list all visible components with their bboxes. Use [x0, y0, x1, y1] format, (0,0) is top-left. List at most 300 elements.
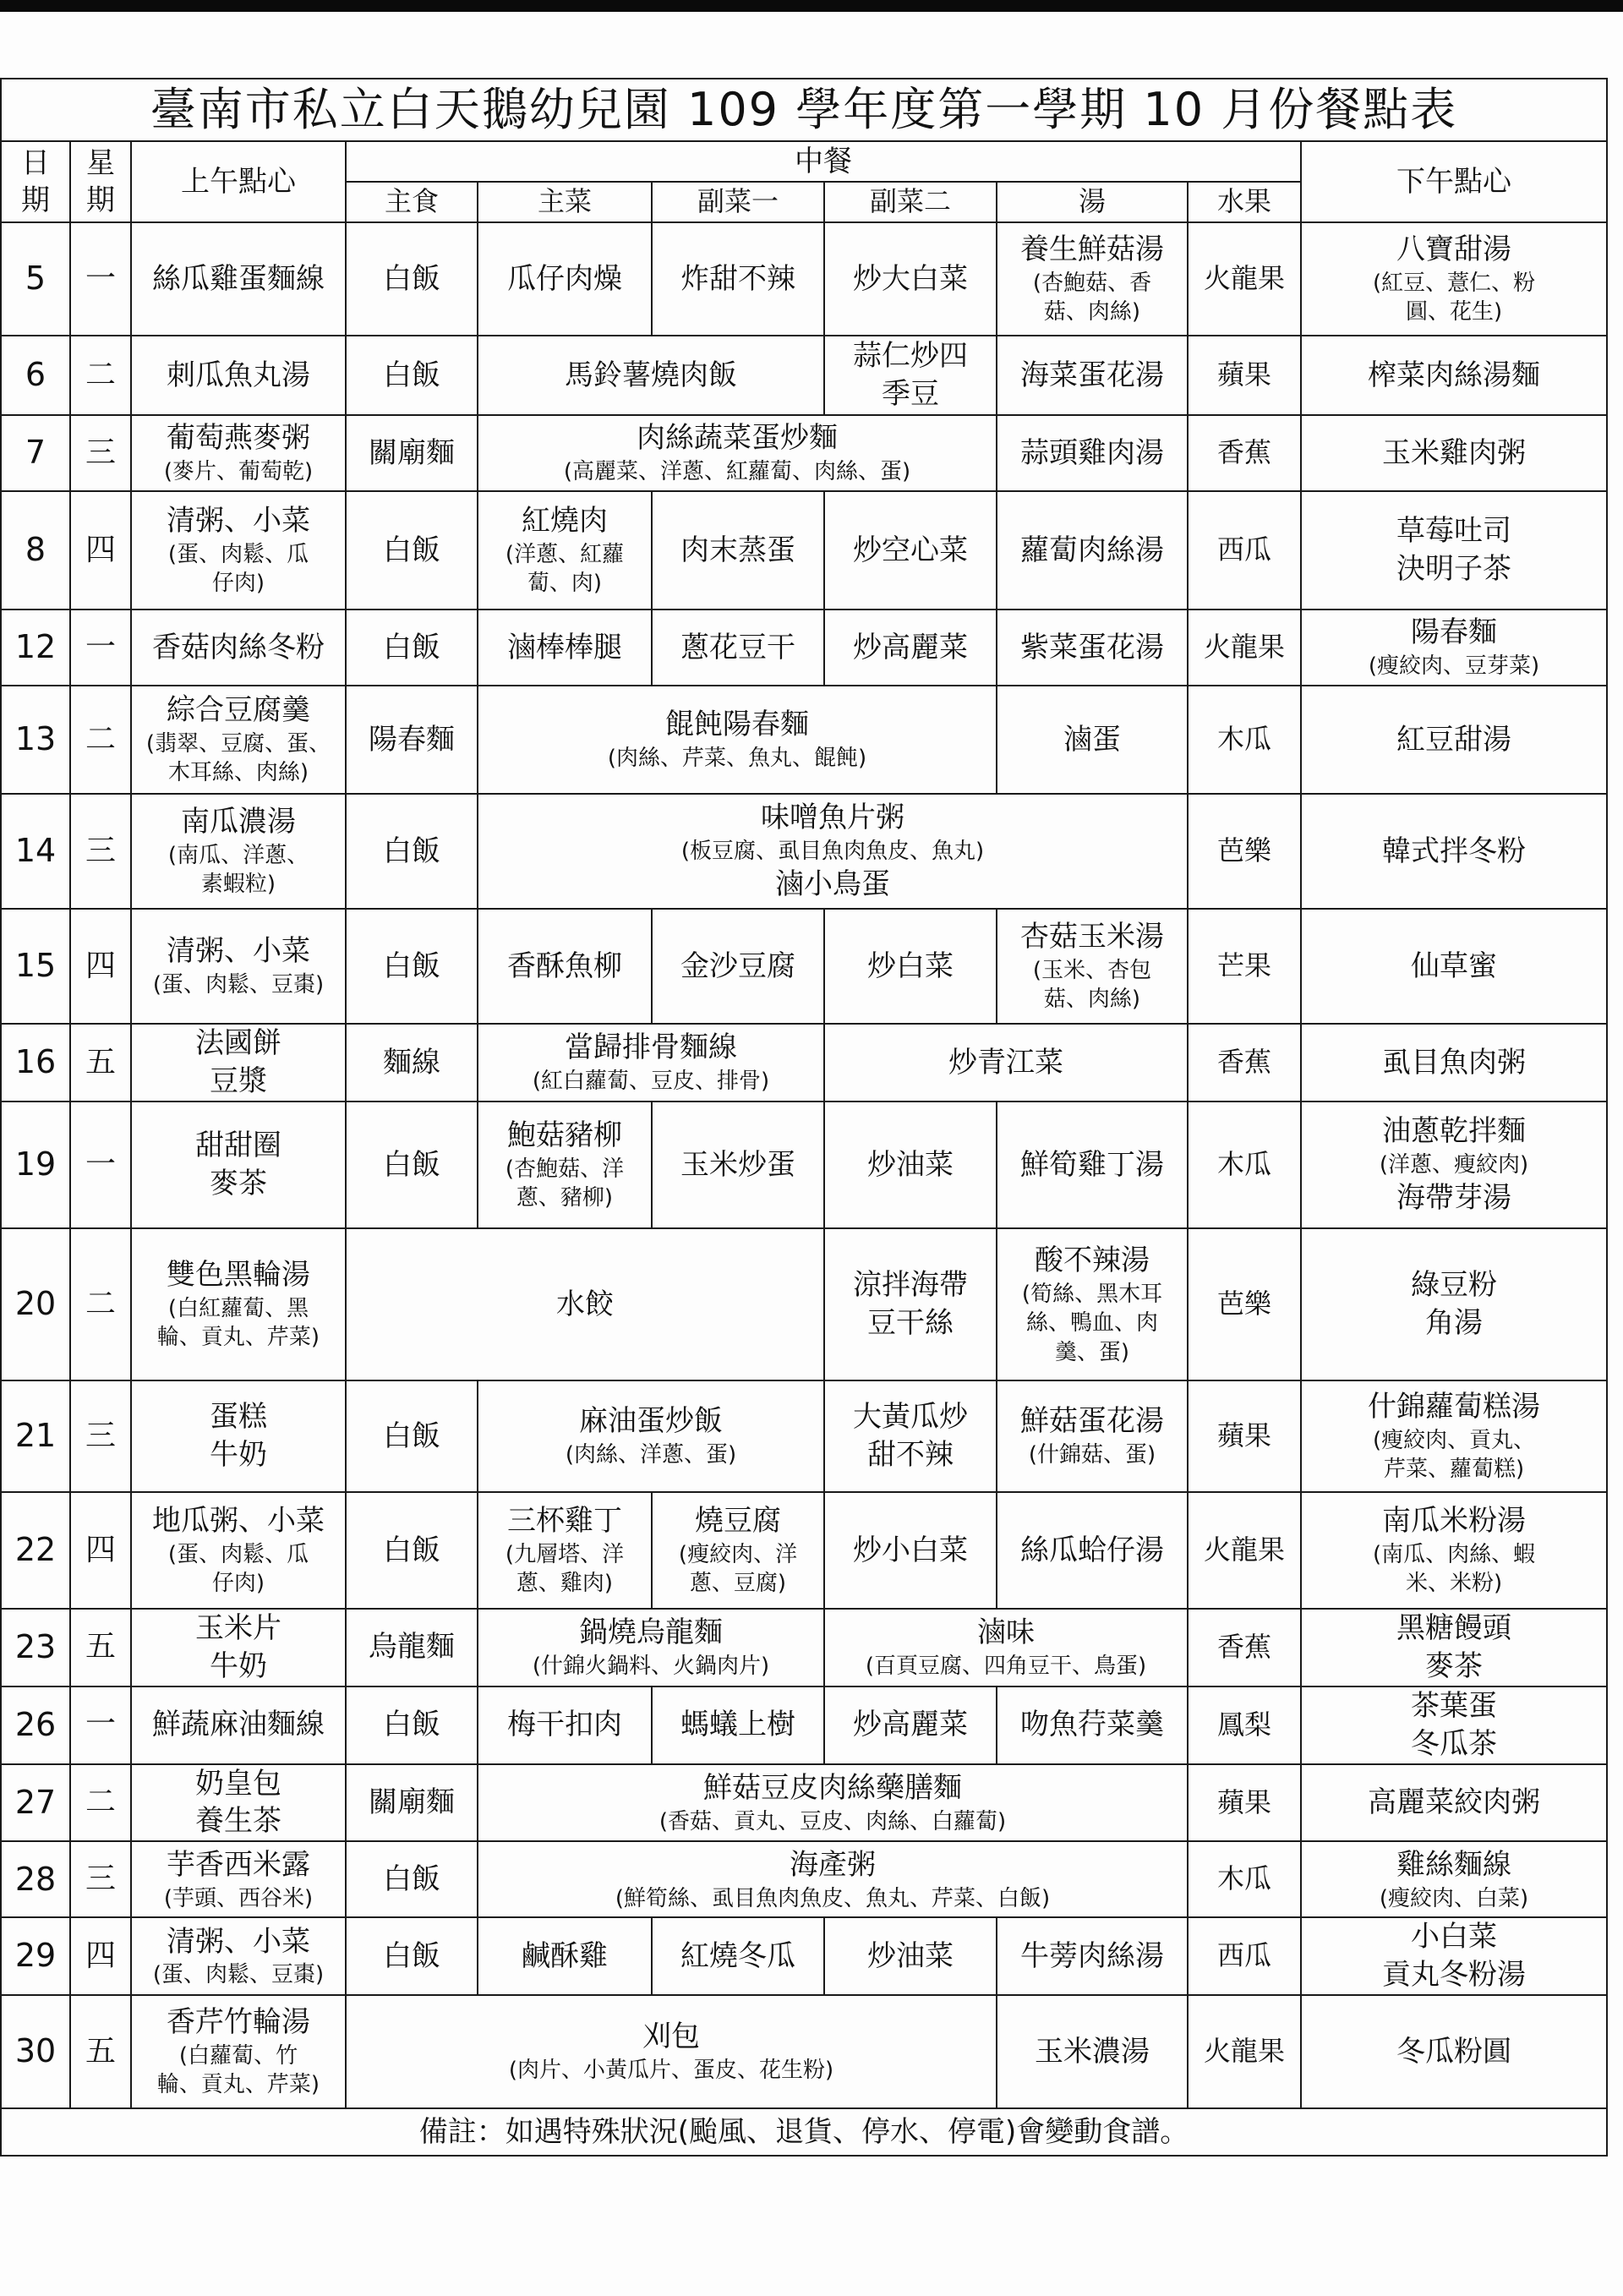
morning-snack-cell-line: (蛋、肉鬆、瓜	[167, 542, 309, 568]
morning-snack-cell-line: 牛奶	[210, 1438, 267, 1472]
lunch-combined-cell-line: 海產粥	[790, 1847, 876, 1882]
morning-snack-cell-line: (白紅蘿蔔、黑	[167, 1296, 309, 1322]
soup-cell-line: 蘿蔔肉絲湯	[1020, 533, 1164, 567]
afternoon-snack-cell	[1301, 1917, 1607, 1995]
weekday-cell: 四	[70, 1917, 131, 1995]
morning-snack-cell	[131, 610, 346, 686]
soup-cell	[997, 491, 1188, 610]
side1-cell	[652, 1102, 824, 1228]
soup-cell-line: 牛蒡肉絲湯	[1020, 1938, 1164, 1973]
morning-snack-cell-line: (翡翠、豆腐、蛋、	[145, 731, 331, 757]
morning-snack-cell	[131, 1764, 346, 1842]
afternoon-snack-cell-line: 南瓜米粉湯	[1382, 1504, 1527, 1539]
side2-cell-line: 炒大白菜	[853, 261, 968, 296]
fruit-cell: 火龍果	[1188, 222, 1301, 336]
afternoon-snack-cell-line: 黑糖饅頭	[1396, 1611, 1512, 1645]
header-date-text: 日期	[21, 145, 50, 217]
fruit-cell: 芒果	[1188, 909, 1301, 1024]
morning-snack-cell-line: 甜甜圈	[195, 1129, 281, 1163]
afternoon-snack-cell-line: 仙草蜜	[1411, 948, 1498, 983]
header-side-dish-2: 副菜二	[824, 182, 997, 222]
side1-cell-line: 蔥花豆干	[680, 630, 795, 664]
morning-snack-cell-line: 玉米片	[195, 1611, 281, 1645]
lunch-combined-cell	[478, 794, 1188, 909]
morning-snack-cell	[131, 1380, 346, 1492]
weekday-cell: 四	[70, 909, 131, 1024]
table-row	[1, 336, 1607, 415]
afternoon-snack-cell	[1301, 1380, 1607, 1492]
header-side-dish-1: 副菜一	[652, 182, 824, 222]
staple-cell	[346, 1024, 478, 1102]
lunch-combined-cell-line: (高麗菜、洋蔥、紅蘿蔔、肉絲、蛋)	[563, 459, 911, 485]
afternoon-snack-cell	[1301, 222, 1607, 336]
staple-cell	[346, 415, 478, 491]
weekday-cell: 一	[70, 1102, 131, 1228]
morning-snack-cell-line: 輪、貢丸、芹菜)	[156, 2072, 320, 2098]
lunch-combined-cell	[478, 415, 997, 491]
lunch-combined-cell	[478, 1024, 824, 1102]
morning-snack-cell-line: (芋頭、西谷米)	[163, 1885, 314, 1911]
morning-snack-cell-line: 香芹竹輪湯	[167, 2005, 310, 2040]
afternoon-snack-cell-line: 綠豆粉	[1411, 1268, 1498, 1303]
morning-snack-cell-line: 綜合豆腐羹	[167, 693, 310, 728]
weekday-cell: 一	[70, 1686, 131, 1764]
staple-cell-line: 白飯	[383, 948, 440, 983]
morning-snack-cell	[131, 1686, 346, 1764]
lunch-combined-cell-line: 水餃	[556, 1287, 614, 1321]
main-cell	[478, 1917, 652, 1995]
table-row	[1, 1917, 1607, 1995]
table-row	[1, 1995, 1607, 2108]
lunch-combined-cell	[346, 1228, 824, 1380]
table-row	[1, 1228, 1607, 1380]
weekday-cell: 三	[70, 415, 131, 491]
soup-cell-line: 海菜蛋花湯	[1020, 358, 1164, 392]
afternoon-snack-cell-line: 油蔥乾拌麵	[1382, 1113, 1527, 1148]
date-cell: 26	[1, 1686, 70, 1764]
afternoon-snack-cell-line: (紅豆、薏仁、粉	[1372, 271, 1536, 297]
afternoon-snack-cell	[1301, 1995, 1607, 2108]
morning-snack-cell	[131, 1228, 346, 1380]
main-cell-line: 滷棒棒腿	[507, 630, 622, 664]
date-cell: 16	[1, 1024, 70, 1102]
morning-snack-cell-line: 刺瓜魚丸湯	[167, 358, 310, 392]
morning-snack-cell-line: 牛奶	[210, 1648, 267, 1683]
afternoon-snack-cell-line: 韓式拌冬粉	[1382, 834, 1527, 868]
side2-cell-line: 蒜仁炒四	[853, 339, 968, 374]
weekday-cell: 四	[70, 1492, 131, 1609]
afternoon-snack-cell	[1301, 415, 1607, 491]
lunch-combined-cell-line: 當歸排骨麵線	[565, 1030, 737, 1065]
afternoon-snack-cell-line: (瘦絞肉、豆芽菜)	[1368, 653, 1540, 680]
fruit-cell: 香蕉	[1188, 415, 1301, 491]
afternoon-snack-cell-line: 茶葉蛋	[1411, 1688, 1498, 1723]
side2-cell	[824, 1492, 997, 1609]
lunch-combined-cell-line: 麻油蛋炒飯	[579, 1404, 723, 1439]
afternoon-snack-cell-line: 麥茶	[1425, 1648, 1484, 1683]
main-cell-line: 香酥魚柳	[507, 948, 622, 983]
soup-cell	[997, 1995, 1188, 2108]
morning-snack-cell	[131, 1024, 346, 1102]
afternoon-snack-cell	[1301, 1492, 1607, 1609]
afternoon-snack-cell-line: 圓、花生)	[1405, 299, 1503, 325]
header-lunch: 中餐	[346, 141, 1301, 182]
soup-cell	[997, 415, 1188, 491]
main-cell-line: 瓜仔肉燥	[507, 261, 622, 296]
remark-note: 備註：如遇特殊狀況(颱風、退貨、停水、停電)會變動食譜。	[1, 2108, 1607, 2156]
morning-snack-cell-line: 法國餅	[195, 1026, 281, 1061]
morning-snack-cell	[131, 1917, 346, 1995]
header-soup: 湯	[997, 182, 1188, 222]
lunch-combined-cell	[478, 336, 824, 415]
lunch-combined-cell-line: 滷味	[977, 1615, 1035, 1650]
morning-snack-cell-line: 清粥、小菜	[167, 504, 310, 538]
soup-cell-line: 杏菇玉米湯	[1020, 920, 1164, 954]
fruit-cell: 香蕉	[1188, 1024, 1301, 1102]
fruit-cell: 蘋果	[1188, 1380, 1301, 1492]
table-row	[1, 1841, 1607, 1917]
morning-snack-cell-line: 南瓜濃湯	[181, 805, 296, 839]
side2-cell-line: 炒白菜	[867, 948, 954, 983]
afternoon-snack-cell-line: 海帶芽湯	[1396, 1181, 1512, 1216]
soup-cell	[997, 1102, 1188, 1228]
lunch-combined-cell	[346, 1995, 997, 2108]
soup-cell-line: 絲、鴨血、肉	[1025, 1310, 1158, 1337]
soup-cell	[997, 1492, 1188, 1609]
date-cell: 30	[1, 1995, 70, 2108]
lunch-combined-cell-line: 馬鈴薯燒肉飯	[565, 358, 737, 392]
afternoon-snack-cell	[1301, 1686, 1607, 1764]
morning-snack-cell-line: 養生茶	[195, 1804, 281, 1839]
side2-cell-line: 涼拌海帶	[853, 1268, 968, 1303]
staple-cell-line: 烏龍麵	[369, 1630, 455, 1665]
main-cell-line: 梅干扣肉	[507, 1708, 622, 1742]
weekday-cell: 四	[70, 491, 131, 610]
afternoon-snack-cell-line: 八寶甜湯	[1396, 232, 1512, 267]
menu-table	[0, 78, 1608, 2157]
weekday-cell: 二	[70, 686, 131, 794]
soup-cell	[997, 686, 1188, 794]
date-cell: 5	[1, 222, 70, 336]
date-cell: 21	[1, 1380, 70, 1492]
main-cell-line: (杏鮑菇、洋	[505, 1156, 625, 1183]
morning-snack-cell-line: (麥片、葡萄乾)	[163, 459, 314, 485]
side1-cell	[652, 1492, 824, 1609]
staple-cell-line: 麵線	[383, 1045, 440, 1080]
side1-cell-line: (瘦絞肉、洋	[678, 1542, 798, 1568]
afternoon-snack-cell-line: 陽春麵	[1411, 615, 1498, 650]
staple-cell-line: 白飯	[383, 358, 440, 392]
side2-cell	[824, 222, 997, 336]
main-cell-line: 蔔、肉)	[527, 571, 603, 597]
main-cell	[478, 1686, 652, 1764]
side1-cell-line: 金沙豆腐	[680, 948, 795, 983]
soup-cell-line: (杏鮑菇、香	[1032, 271, 1152, 297]
header-main-dish: 主菜	[478, 182, 652, 222]
weekday-cell: 五	[70, 1609, 131, 1686]
date-cell: 13	[1, 686, 70, 794]
date-cell: 23	[1, 1609, 70, 1686]
date-cell: 14	[1, 794, 70, 909]
lunch-combined-cell-line: 肉絲蔬菜蛋炒麵	[637, 421, 838, 456]
soup-cell	[997, 610, 1188, 686]
soup-cell-line: 玉米濃湯	[1035, 2034, 1150, 2069]
side2-cell-line: 季豆	[882, 377, 939, 411]
morning-snack-cell	[131, 415, 346, 491]
afternoon-snack-cell-line: 芹菜、蘿蔔糕)	[1383, 1457, 1525, 1483]
morning-snack-cell-line: 雙色黑輪湯	[167, 1258, 310, 1293]
weekday-cell: 二	[70, 336, 131, 415]
staple-cell-line: 關廟麵	[369, 435, 455, 470]
morning-snack-cell-line: 木耳絲、肉絲)	[167, 760, 309, 786]
side1-cell-line: 蔥、豆腐)	[689, 1571, 787, 1597]
weekday-cell: 五	[70, 1024, 131, 1102]
morning-snack-cell-line: 豆漿	[210, 1064, 267, 1098]
side2-cell-line: 炒高麗菜	[853, 630, 968, 664]
morning-snack-cell-line: 芋香西米露	[167, 1847, 310, 1882]
side2-cell-line: 炒高麗菜	[853, 1708, 968, 1742]
staple-cell-line: 白飯	[383, 533, 440, 567]
afternoon-snack-cell-line: (瘦絞肉、貢丸、	[1372, 1428, 1536, 1454]
main-cell-line: 三杯雞丁	[507, 1504, 622, 1539]
main-cell-line: 鹹酥雞	[522, 1938, 608, 1973]
soup-cell-line: (什錦菇、蛋)	[1028, 1442, 1156, 1468]
lunch-combined-cell-line: 鍋燒烏龍麵	[579, 1615, 723, 1650]
side2-cell	[824, 336, 997, 415]
fruit-cell: 蘋果	[1188, 336, 1301, 415]
afternoon-snack-cell	[1301, 909, 1607, 1024]
main-cell-line: (洋蔥、紅蘿	[505, 542, 625, 568]
lunch-combined-cell-line: (板豆腐、虱目魚肉魚皮、魚丸)	[680, 838, 985, 864]
lunch-combined-cell-line: 炒青江菜	[948, 1045, 1063, 1080]
table-row	[1, 415, 1607, 491]
main-cell-line: (九層塔、洋	[505, 1542, 625, 1568]
main-cell	[478, 222, 652, 336]
lunch-combined-cell	[478, 1841, 1188, 1917]
lunch-combined-cell	[478, 1764, 1188, 1842]
afternoon-snack-cell-line: 米、米粉)	[1405, 1571, 1503, 1597]
morning-snack-cell-line: (白蘿蔔、竹	[178, 2043, 298, 2069]
date-cell: 29	[1, 1917, 70, 1995]
morning-snack-cell	[131, 491, 346, 610]
staple-cell	[346, 909, 478, 1024]
staple-cell-line: 陽春麵	[369, 722, 455, 757]
staple-cell-line: 白飯	[383, 1419, 440, 1453]
morning-snack-cell	[131, 1995, 346, 2108]
side2-cell-line: 炒空心菜	[853, 533, 968, 567]
date-cell: 19	[1, 1102, 70, 1228]
weekday-cell: 三	[70, 794, 131, 909]
lunch-combined-cell-line: (肉絲、芹菜、魚丸、餛飩)	[607, 746, 867, 772]
side2-cell	[824, 1228, 997, 1380]
side1-cell	[652, 1686, 824, 1764]
afternoon-snack-cell-line: (南瓜、肉絲、蝦	[1372, 1542, 1536, 1568]
side2-cell-line: 炒油菜	[867, 1938, 954, 1973]
side2-cell	[824, 909, 997, 1024]
fruit-cell: 火龍果	[1188, 1492, 1301, 1609]
date-cell: 22	[1, 1492, 70, 1609]
soup-cell-line: 絲瓜蛤仔湯	[1020, 1533, 1164, 1567]
lunch-combined-cell-line: (紅白蘿蔔、豆皮、排骨)	[532, 1069, 770, 1095]
lunch-combined-cell-line: (肉片、小黃瓜片、蛋皮、花生粉)	[508, 2058, 834, 2084]
date-cell: 20	[1, 1228, 70, 1380]
morning-snack-cell-line: 絲瓜雞蛋麵線	[152, 261, 325, 296]
staple-cell	[346, 336, 478, 415]
fruit-cell: 火龍果	[1188, 610, 1301, 686]
lunch-combined-cell-line: 刈包	[642, 2020, 700, 2054]
date-cell: 8	[1, 491, 70, 610]
table-row	[1, 1024, 1607, 1102]
morning-snack-cell-line: 仔肉)	[211, 571, 265, 597]
lunch-combined-cell-line: 鮮菇豆皮肉絲藥膳麵	[703, 1770, 962, 1805]
soup-cell-line: 菇、肉絲)	[1043, 987, 1141, 1013]
fruit-cell: 木瓜	[1188, 1102, 1301, 1228]
soup-cell-line: 吻魚荇菜羹	[1020, 1708, 1164, 1742]
staple-cell	[346, 222, 478, 336]
afternoon-snack-cell-line: 決明子茶	[1396, 552, 1512, 586]
main-cell	[478, 1492, 652, 1609]
staple-cell	[346, 1102, 478, 1228]
staple-cell	[346, 794, 478, 909]
morning-snack-cell-line: (南瓜、洋蔥、	[167, 843, 309, 869]
soup-cell-line: 酸不辣湯	[1035, 1244, 1150, 1278]
weekday-cell: 二	[70, 1764, 131, 1842]
lunch-combined-cell-line: (鮮筍絲、虱目魚肉魚皮、魚丸、芹菜、白飯)	[615, 1885, 1051, 1911]
staple-cell-line: 白飯	[383, 834, 440, 868]
afternoon-snack-cell	[1301, 1609, 1607, 1686]
weekday-cell: 一	[70, 222, 131, 336]
main-cell-line: 鮑菇豬柳	[507, 1118, 622, 1153]
page-title: 臺南市私立白天鵝幼兒園 109 學年度第一學期 10 月份餐點表	[1, 79, 1607, 141]
header-weekday-text: 星期	[86, 145, 115, 217]
afternoon-snack-cell-line: 小白菜	[1411, 1920, 1498, 1954]
header-weekday	[70, 141, 131, 222]
lunch-combined-cell-line: (什錦火鍋料、火鍋肉片)	[532, 1654, 770, 1680]
table-row	[1, 1492, 1607, 1609]
side2-cell-line: 炒小白菜	[853, 1533, 968, 1567]
lunch-combined-cell-line: (百頁豆腐、四角豆干、鳥蛋)	[865, 1654, 1147, 1680]
soup-cell-line: 養生鮮菇湯	[1020, 232, 1164, 267]
side1-cell-line: 燒豆腐	[695, 1504, 781, 1539]
date-cell: 15	[1, 909, 70, 1024]
afternoon-snack-cell	[1301, 1102, 1607, 1228]
side2-cell	[824, 1102, 997, 1228]
lunch-combined-cell-line: 味噌魚片粥	[761, 800, 904, 834]
staple-cell	[346, 1686, 478, 1764]
morning-snack-cell	[131, 1102, 346, 1228]
morning-snack-cell-line: 輪、貢丸、芹菜)	[156, 1325, 320, 1351]
fruit-cell: 香蕉	[1188, 1609, 1301, 1686]
fruit-cell: 木瓜	[1188, 686, 1301, 794]
afternoon-snack-cell	[1301, 794, 1607, 909]
staple-cell	[346, 1380, 478, 1492]
staple-cell	[346, 1609, 478, 1686]
side2-cell-line: 大黃瓜炒	[853, 1400, 968, 1435]
soup-cell-line: 蒜頭雞肉湯	[1020, 435, 1164, 470]
soup-cell-line: 菇、肉絲)	[1043, 299, 1141, 325]
afternoon-snack-cell-line: 高麗菜絞肉粥	[1368, 1785, 1541, 1819]
fruit-cell: 西瓜	[1188, 491, 1301, 610]
side1-cell	[652, 491, 824, 610]
side1-cell-line: 肉末蒸蛋	[680, 533, 795, 567]
lunch-combined-cell-line: (香菇、貢丸、豆皮、肉絲、白蘿蔔)	[658, 1808, 1007, 1834]
header-morning-snack: 上午點心	[131, 141, 346, 222]
side1-cell	[652, 222, 824, 336]
staple-cell	[346, 610, 478, 686]
header-date	[1, 141, 70, 222]
side2-cell	[824, 610, 997, 686]
side2-cell	[824, 491, 997, 610]
staple-cell	[346, 1841, 478, 1917]
morning-snack-cell-line: (蛋、肉鬆、豆棗)	[152, 1962, 325, 1988]
side1-cell	[652, 909, 824, 1024]
main-cell-line: 紅燒肉	[522, 504, 608, 538]
lunch-combined-cell	[478, 1609, 824, 1686]
morning-snack-cell-line: 仔肉)	[211, 1571, 265, 1597]
staple-cell-line: 白飯	[383, 1147, 440, 1182]
afternoon-snack-cell-line: 什錦蘿蔔糕湯	[1368, 1390, 1541, 1424]
staple-cell-line: 白飯	[383, 630, 440, 664]
fruit-cell: 西瓜	[1188, 1917, 1301, 1995]
afternoon-snack-cell	[1301, 1228, 1607, 1380]
soup-cell-line: 滷蛋	[1063, 722, 1121, 757]
lunch-combined-cell	[478, 1380, 824, 1492]
soup-cell	[997, 1686, 1188, 1764]
afternoon-snack-cell-line: 貢丸冬粉湯	[1382, 1958, 1527, 1993]
main-cell	[478, 610, 652, 686]
table-row	[1, 1102, 1607, 1228]
fruit-cell: 木瓜	[1188, 1841, 1301, 1917]
side2-cell	[824, 1686, 997, 1764]
date-cell: 28	[1, 1841, 70, 1917]
afternoon-snack-cell-line: 玉米雞肉粥	[1382, 435, 1527, 470]
side1-cell	[652, 1917, 824, 1995]
weekday-cell: 三	[70, 1841, 131, 1917]
weekday-cell: 三	[70, 1380, 131, 1492]
afternoon-snack-cell-line: 雞絲麵線	[1396, 1847, 1512, 1882]
morning-snack-cell-line: 清粥、小菜	[167, 934, 310, 969]
header-afternoon-snack: 下午點心	[1301, 141, 1607, 222]
lunch-combined-cell	[824, 1609, 1188, 1686]
table-row	[1, 1686, 1607, 1764]
soup-cell	[997, 336, 1188, 415]
menu-sheet	[0, 78, 1606, 2157]
morning-snack-cell	[131, 794, 346, 909]
afternoon-snack-cell	[1301, 686, 1607, 794]
morning-snack-cell-line: 鮮蔬麻油麵線	[152, 1708, 325, 1742]
morning-snack-cell-line: 香菇肉絲冬粉	[152, 630, 325, 664]
table-row	[1, 491, 1607, 610]
afternoon-snack-cell-line: 草莓吐司	[1396, 514, 1512, 549]
table-row	[1, 686, 1607, 794]
morning-snack-cell	[131, 336, 346, 415]
afternoon-snack-cell-line: 冬瓜粉圓	[1396, 2034, 1512, 2069]
main-cell	[478, 909, 652, 1024]
morning-snack-cell	[131, 909, 346, 1024]
afternoon-snack-cell	[1301, 336, 1607, 415]
staple-cell	[346, 1917, 478, 1995]
table-row	[1, 1609, 1607, 1686]
side2-cell-line: 豆干絲	[867, 1306, 954, 1340]
soup-cell-line: (筍絲、黑木耳	[1021, 1281, 1163, 1307]
morning-snack-cell	[131, 686, 346, 794]
side2-cell	[824, 1917, 997, 1995]
soup-cell-line: 紫菜蛋花湯	[1020, 630, 1164, 664]
lunch-combined-cell-line: 餛飩陽春麵	[665, 708, 809, 742]
staple-cell-line: 白飯	[383, 1861, 440, 1896]
morning-snack-cell	[131, 1492, 346, 1609]
soup-cell	[997, 222, 1188, 336]
